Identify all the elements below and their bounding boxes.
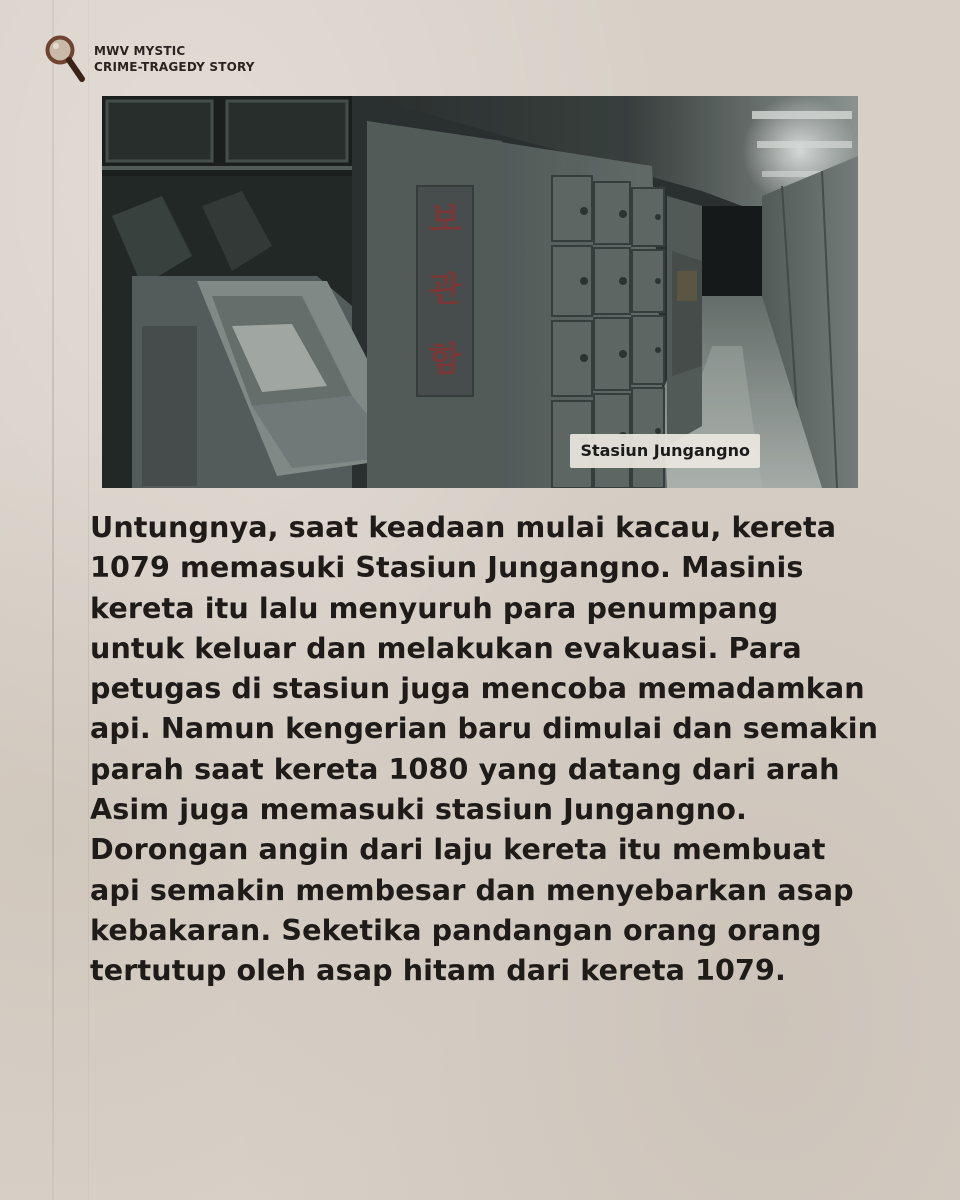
paper-crease [52, 0, 54, 1200]
station-photo [102, 96, 858, 488]
brand-subtitle: CRIME-TRAGEDY STORY [94, 60, 255, 74]
brand-title: MWV MYSTIC [94, 44, 186, 58]
magnifying-glass-icon [44, 34, 88, 84]
paper-crease [88, 0, 89, 1200]
locker-sign-char-1: 보 [428, 200, 462, 240]
photo-caption: Stasiun Jungangno [570, 434, 760, 468]
brand-header [44, 34, 255, 84]
locker-sign-char-2: 관 [428, 270, 462, 310]
locker-sign-char-3: 함 [428, 340, 462, 380]
story-paragraph: Untungnya, saat keadaan mulai kacau, kereta 1079 memasuki Stasiun Jungangno. Masinis kereta itu lalu menyuruh para penumpang untuk keluar dan melakukan evakuasi. Para petugas di stasiun juga mencoba memadamkan api. Namun kengerian baru dimulai dan semakin parah saat kereta 1080 yang datang dari arah Asim juga memasuki stasiun Jungangno. Dorongan angin dari laju kereta itu membuat api semakin membesar dan menyebarkan asap kebakaran. Seketika pandangan orang orang tertutup oleh asap hitam dari kereta 1079. [90, 510, 879, 988]
